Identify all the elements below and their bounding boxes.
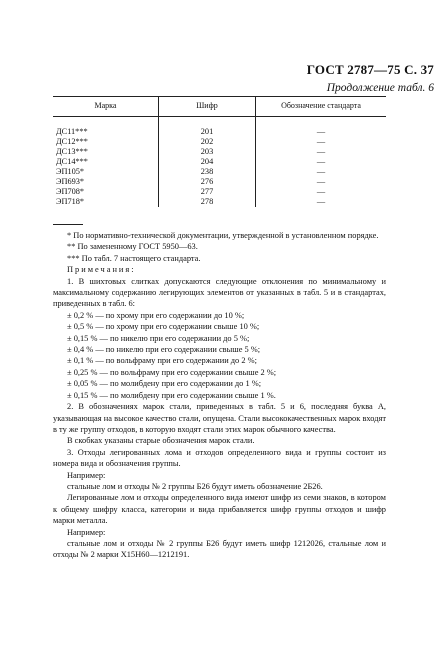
footnote-divider: [53, 224, 83, 225]
cell-mark: ЭП718*: [56, 197, 85, 206]
cell-standard: —: [256, 157, 387, 167]
cell-mark: ДС12***: [56, 137, 88, 146]
example-label: Например:: [67, 470, 106, 480]
cell-mark: ЭП693*: [56, 177, 85, 186]
table-row: [53, 177, 386, 187]
example-label: Например:: [67, 527, 106, 537]
steel-grade-table: [53, 96, 386, 207]
cell-standard: —: [256, 187, 387, 197]
page-header-title: ГОСТ 2787—75 С. 37: [306, 62, 434, 77]
table-row: [53, 197, 386, 207]
note-1: 1. В шихтовых слитках допускаются следующие отклонения по минимальному и максимальному содержанию легирующих элементов от указанных в табл. 5 и в стандартах, приведенных в табл. 6:: [53, 276, 386, 309]
note-2-old-designations: В скобках указаны старые обозначения марок стали.: [67, 436, 255, 446]
cell-code: 277: [159, 187, 256, 197]
cell-standard: —: [256, 137, 387, 147]
cell-mark: ДС14***: [56, 157, 88, 166]
cell-mark: ДС13***: [56, 147, 88, 156]
tolerance-line: ± 0,2 % — по хрому при его содержании до 10 %;: [67, 310, 245, 320]
table-spacer-row: [53, 117, 386, 128]
table-continuation-label: Продолжение табл. 6: [326, 82, 434, 94]
column-header-standard: Обозначение стандарта: [256, 97, 387, 117]
table-row: [53, 157, 386, 167]
tolerance-line: ± 0,1 % — по вольфраму при его содержании до 2 %;: [67, 356, 257, 366]
column-header-mark: Марка: [53, 97, 159, 117]
note-2: 2. В обозначениях марок стали, приведенных в табл. 5 и 6, последняя буква А, указывающая на высокое качество стали, опущена. Стали высококачественных марок входят в ту же группу отходов, в которую входят стали этих марок обычного качества.: [53, 402, 386, 434]
alloyed-scrap-paragraph: Легированные лом и отходы определенного вида имеют шифр из семи знаков, в котором к общему шифру класса, категории и вида прибавляется шифр группы отходов и шифр марки металла.: [53, 493, 386, 526]
cell-code: 278: [159, 197, 256, 207]
cell-standard: —: [256, 127, 387, 137]
cell-code: 202: [159, 137, 256, 147]
cell-mark: ЭП708*: [56, 187, 85, 196]
table-header-row: [53, 97, 386, 117]
cell-code: 204: [159, 157, 256, 167]
table-row: [53, 167, 386, 177]
example-text: стальные лом и отходы № 2 группы Б26 будут иметь обозначение 2Б26.: [67, 481, 323, 491]
tolerance-line: ± 0,5 % — по хрому при его содержании свыше 10 %;: [67, 322, 260, 332]
cell-standard: —: [256, 177, 387, 187]
table-row: [53, 187, 386, 197]
tolerance-line: ± 0,25 % — по вольфраму при его содержании свыше 2 %;: [67, 367, 277, 377]
tolerance-line: ± 0,15 % — по никелю при его содержании до 5 %;: [67, 333, 250, 343]
note-3: 3. Отходы легированных лома и отходов определенного вида и группы состоит из номера вида и обозначения группы.: [53, 447, 386, 469]
tolerance-line: ± 0,05 % — по молибдену при его содержании до 1 %;: [67, 379, 262, 389]
table-row: [53, 127, 386, 137]
cell-code: 201: [159, 127, 256, 137]
cell-mark: ЭП105*: [56, 167, 85, 176]
body-text: [53, 230, 386, 561]
cell-standard: —: [256, 147, 387, 157]
cell-code: 276: [159, 177, 256, 187]
cell-standard: —: [256, 197, 387, 207]
example-text: стальные лом и отходы № 2 группы Б26 будут иметь шифр 1212026, стальные лом и отходы № 2 марки Х15Н60—1212191.: [53, 538, 386, 560]
footnote: *** По табл. 7 настоящего стандарта.: [67, 253, 201, 263]
cell-standard: —: [256, 167, 387, 177]
footnote: ** По замененному ГОСТ 5950—63.: [67, 242, 198, 252]
notes-heading: Примечания:: [67, 265, 136, 275]
column-header-code: Шифр: [159, 97, 256, 117]
cell-code: 238: [159, 167, 256, 177]
tolerance-line: ± 0,15 % — по молибдену при его содержании свыше 1 %.: [67, 390, 276, 400]
tolerance-line: ± 0,4 % — по никелю при его содержании свыше 5 %;: [67, 345, 261, 355]
footnote: * По нормативно-технической документации, утвержденной в установленном порядке.: [67, 231, 379, 240]
cell-mark: ДС11***: [56, 127, 88, 136]
table-row: [53, 147, 386, 157]
cell-code: 203: [159, 147, 256, 157]
table-row: [53, 137, 386, 147]
